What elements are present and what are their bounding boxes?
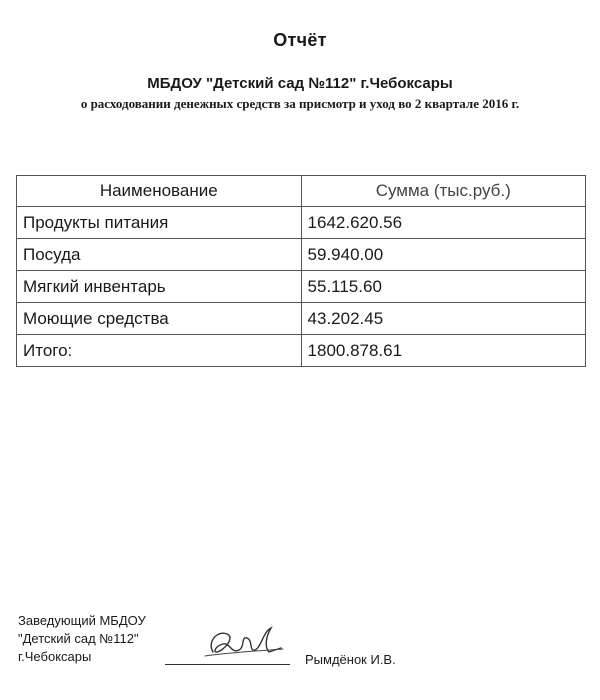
handwritten-signature <box>195 622 295 667</box>
document-title: Отчёт <box>273 30 327 50</box>
total-label: Итого: <box>17 335 302 367</box>
position-line: "Детский сад №112" <box>18 631 139 646</box>
table-row <box>17 239 586 271</box>
total-row <box>17 335 586 367</box>
row-amount: 1642.620.56 <box>301 207 585 239</box>
position-line: Заведующий МБДОУ <box>18 613 146 628</box>
header-name: Наименование <box>17 176 302 207</box>
header-amount: Сумма (тыс.руб.) <box>301 176 585 207</box>
row-name: Продукты питания <box>17 207 302 239</box>
position-line: г.Чебоксары <box>18 649 92 664</box>
table-row <box>17 303 586 335</box>
row-amount: 59.940.00 <box>301 239 585 271</box>
row-name: Посуда <box>17 239 302 271</box>
signer-position <box>18 612 146 666</box>
row-amount: 43.202.45 <box>301 303 585 335</box>
table-header-row <box>17 176 586 207</box>
expense-table <box>16 175 586 367</box>
total-amount: 1800.878.61 <box>301 335 585 367</box>
document-subtitle: о расходовании денежных средств за присмотр и уход во 2 квартале 2016 г. <box>80 96 520 111</box>
table-row <box>17 271 586 303</box>
row-amount: 55.115.60 <box>301 271 585 303</box>
row-name: Мягкий инвентарь <box>17 271 302 303</box>
row-name: Моющие средства <box>17 303 302 335</box>
organization-name: МБДОУ "Детский сад №112" г.Чебоксары <box>147 75 453 92</box>
table-row <box>17 207 586 239</box>
signature-line <box>165 664 290 665</box>
signer-name: Рымдёнок И.В. <box>305 652 396 667</box>
